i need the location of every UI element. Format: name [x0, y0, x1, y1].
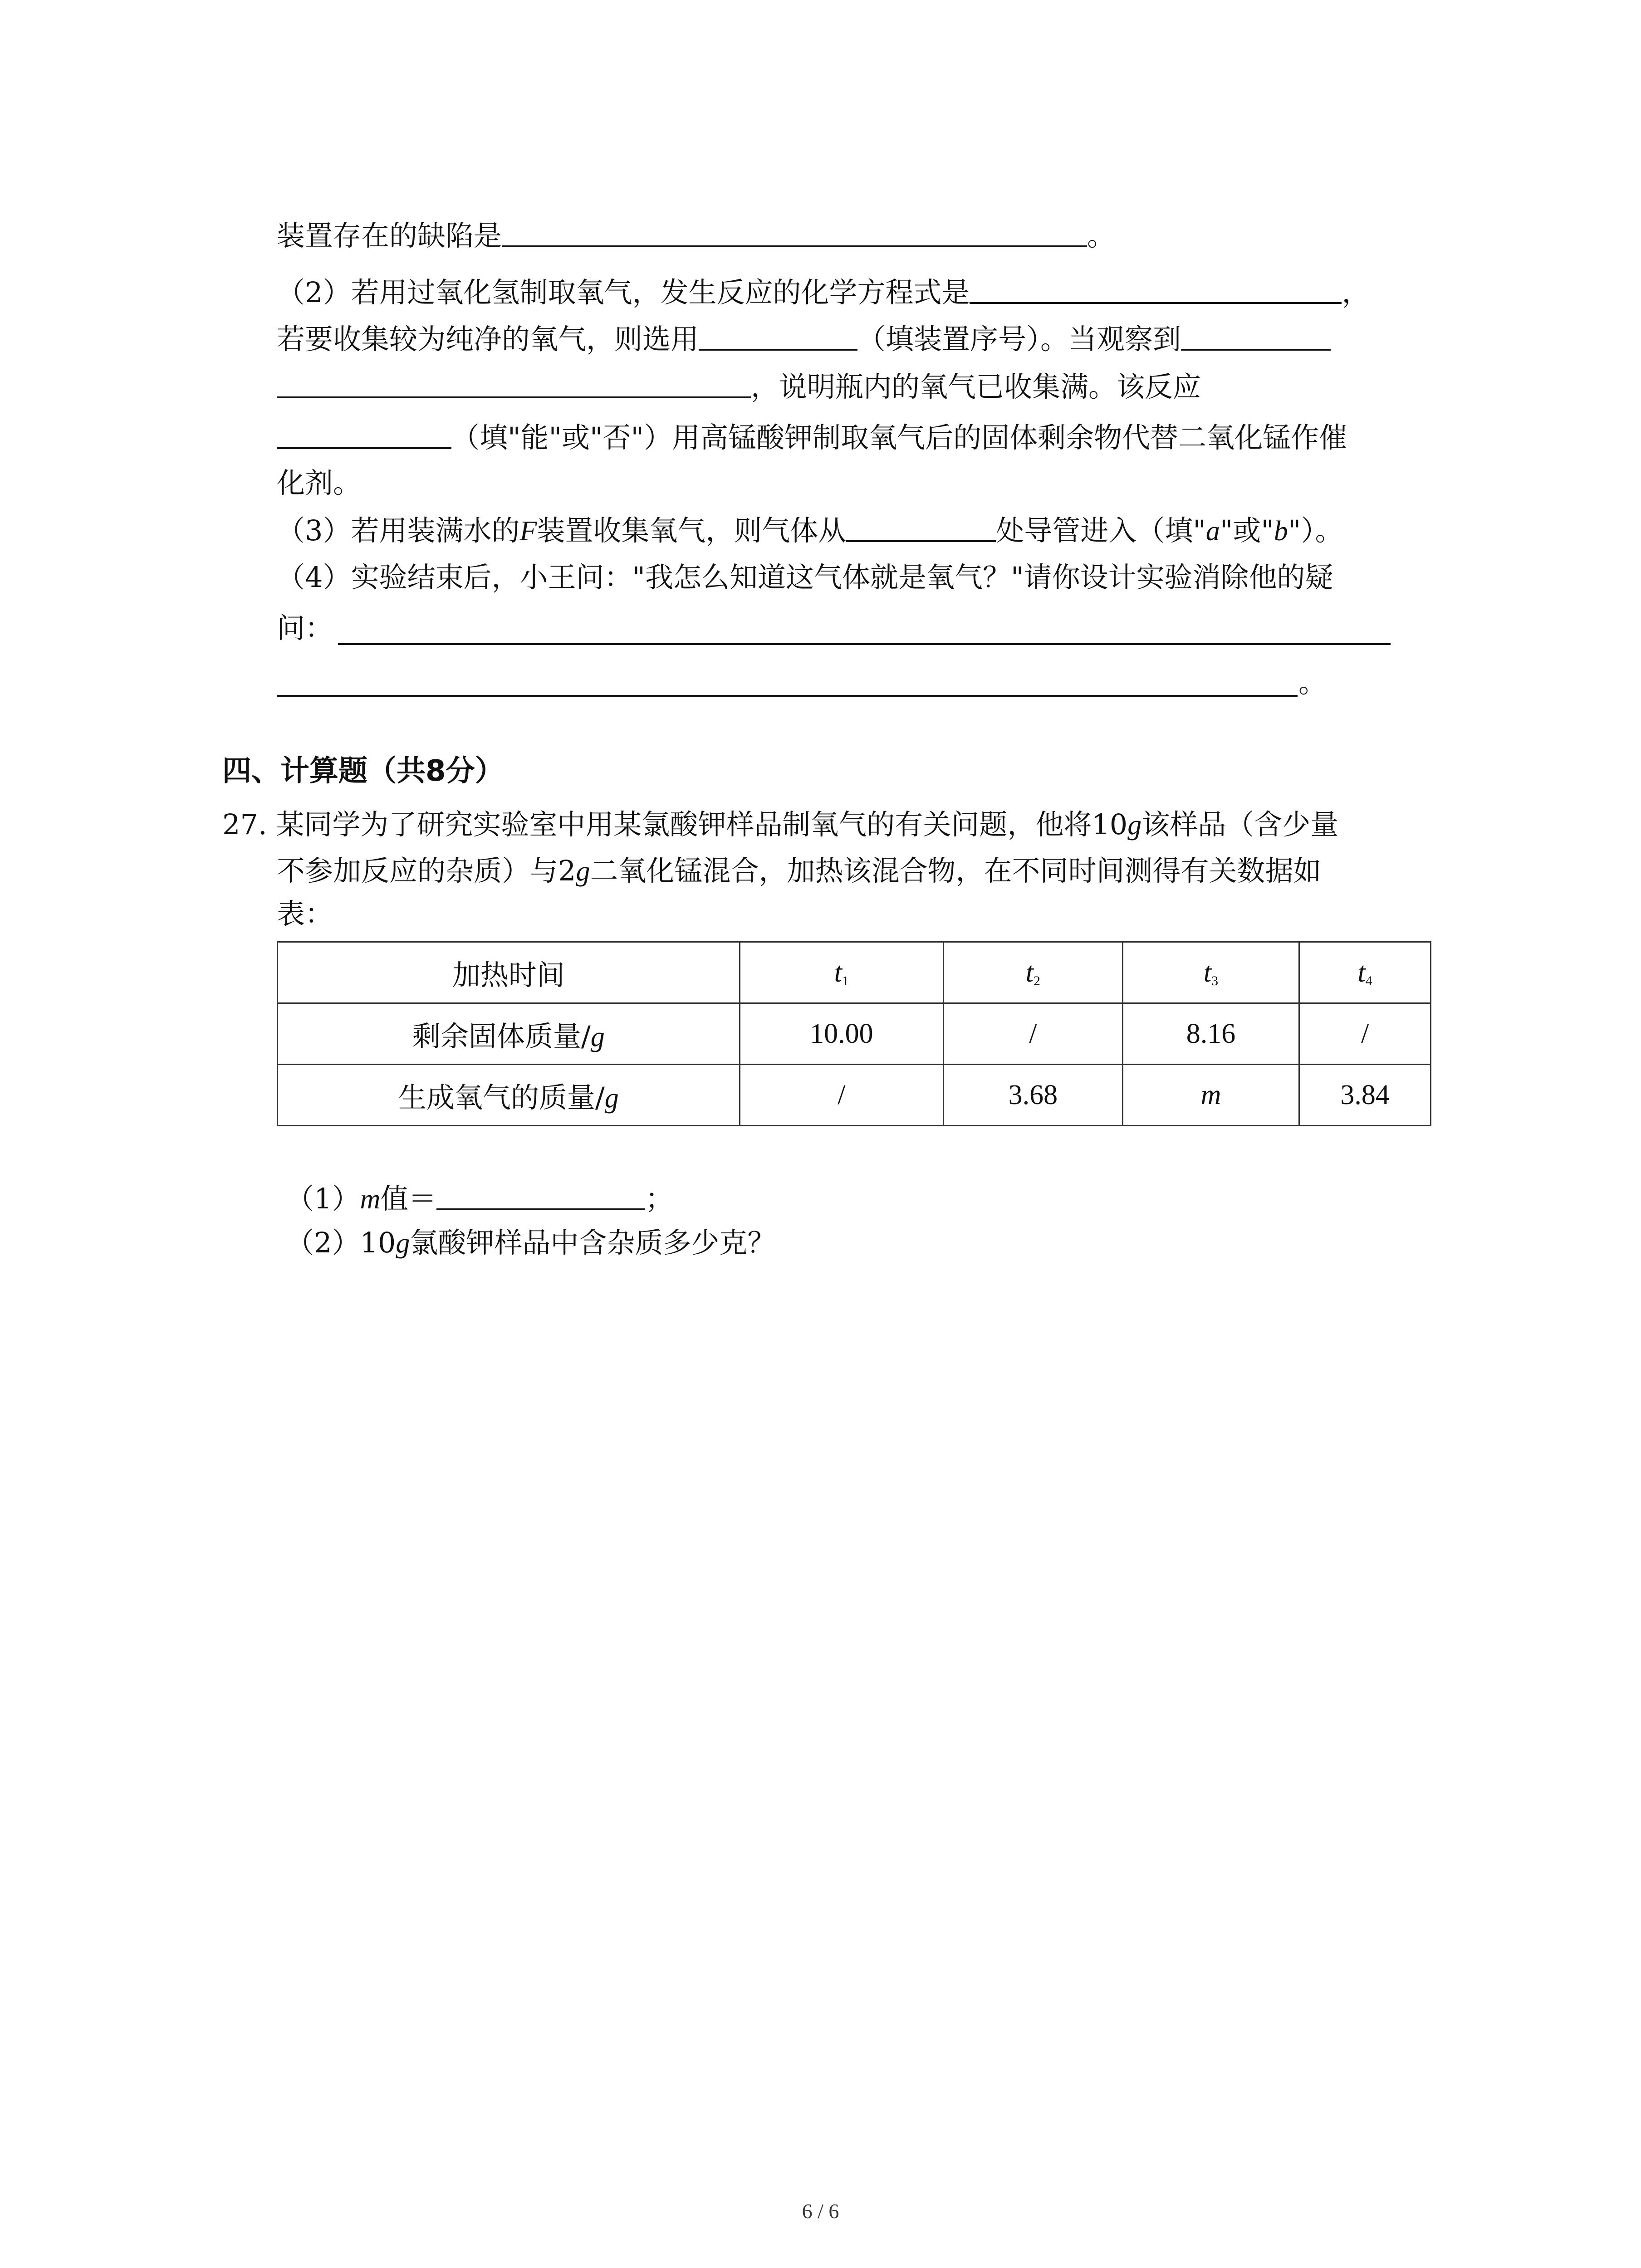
q26-full-text: ，说明瓶内的氧气已收集满。该反应	[751, 370, 1201, 403]
q26-line-4	[277, 369, 1201, 405]
part-label: （2）10	[286, 1226, 396, 1259]
can-or-not-answer-blank[interactable]	[277, 421, 451, 449]
device-F-label: F	[519, 516, 537, 547]
table-header-row	[278, 942, 1431, 1003]
q27-text-d: 二氧化锰混合，加热该混合物，在不同时间测得有关数据如	[590, 854, 1322, 887]
q26-part2-text: （2）若用过氧化氢制取氧气，发生反应的化学方程式是	[277, 276, 970, 309]
q26-part4-text: （4）实验结束后，小王问："我怎么知道这气体就是氧气？"请你设计实验消除他的疑	[277, 561, 1333, 594]
part-label: （1）	[286, 1182, 360, 1215]
observe-answer-blank-a[interactable]	[1181, 323, 1331, 351]
q26-question-label: 问：	[277, 611, 333, 645]
q26-collect-text: 若要收集较为纯净的氧气，则选用	[277, 323, 699, 356]
table-cell: /	[740, 1065, 944, 1126]
table-cell: 3.84	[1299, 1065, 1431, 1126]
unit-g: g	[396, 1228, 410, 1259]
inlet-answer-blank[interactable]	[846, 514, 996, 542]
time-col-4: $t_4$	[1299, 942, 1431, 1003]
q26-line-1	[277, 218, 1115, 254]
punct: ；	[645, 1182, 674, 1215]
time-col-1: $t_1$	[740, 942, 944, 1003]
table-cell: m	[1122, 1065, 1299, 1126]
q27-text-e: 表：	[277, 897, 333, 930]
q26-line-5	[277, 420, 1347, 456]
q27-text-b: 该样品（含少量	[1141, 808, 1339, 841]
q26-line-8	[277, 559, 1333, 596]
q27-line-3	[277, 896, 333, 932]
q26-part3-text-b: 装置收集氧气，则气体从	[537, 514, 847, 547]
q27-line-2	[277, 853, 1321, 890]
header-label: 加热时间	[278, 942, 740, 1003]
q26-line-3	[277, 321, 1331, 357]
section-title: 四、计算题（共8分）	[222, 754, 504, 788]
row-label: 剩余固体质量/g	[278, 1003, 740, 1065]
m-value-answer-blank[interactable]	[436, 1182, 645, 1210]
q27-text-c: 不参加反应的杂质）与2	[277, 854, 576, 887]
port-a-label: a	[1205, 516, 1220, 547]
time-col-2: $t_2$	[944, 942, 1123, 1003]
table-cell: 10.00	[740, 1003, 944, 1065]
q26-line-2	[277, 274, 1370, 311]
punct: 。	[1298, 666, 1327, 699]
q26-line-9	[277, 610, 333, 646]
table-row	[278, 1003, 1431, 1065]
q26-part3-text: （3）若用装满水的	[277, 514, 520, 547]
q26-line-6	[277, 465, 361, 501]
q27-part1-text: 值＝	[380, 1182, 437, 1215]
experiment-answer-blank-b[interactable]	[277, 695, 1298, 697]
table-row	[278, 1065, 1431, 1126]
unit-g: g	[1127, 810, 1142, 841]
q27-part2	[286, 1225, 775, 1261]
experiment-answer-blank-a[interactable]	[338, 643, 1391, 645]
observe-answer-blank-b[interactable]	[277, 370, 751, 398]
device-answer-blank[interactable]	[699, 323, 857, 351]
equation-answer-blank[interactable]	[970, 276, 1342, 304]
q27-part2-text: 氯酸钾样品中含杂质多少克？	[410, 1226, 776, 1259]
punct: ，	[1342, 276, 1370, 309]
q26-part3-text-c: 处导管进入（填"	[996, 514, 1206, 547]
defect-answer-blank[interactable]	[502, 219, 1087, 247]
q26-part3-text-d: "或"	[1220, 514, 1274, 547]
q27-text-a: 某同学为了研究实验室中用某氯酸钾样品制氧气的有关问题，他将10	[276, 808, 1128, 841]
unit-g: g	[576, 856, 590, 887]
q26-line-10	[1298, 665, 1327, 701]
table-cell: /	[944, 1003, 1123, 1065]
q27-line-1	[222, 807, 1338, 843]
q26-catalyst-end: 化剂。	[277, 466, 362, 499]
table-cell: 8.16	[1122, 1003, 1299, 1065]
table-cell: 3.68	[944, 1065, 1123, 1126]
data-table	[277, 941, 1431, 1126]
table-cell: /	[1299, 1003, 1431, 1065]
q26-catalyst-text: （填"能"或"否"）用高锰酸钾制取氧气后的固体剩余物代替二氧化锰作催	[451, 421, 1347, 454]
punct: 。	[1087, 219, 1116, 252]
q26-line-7	[277, 513, 1343, 549]
row-label: 生成氧气的质量/g	[278, 1065, 740, 1126]
time-col-3: $t_3$	[1122, 942, 1299, 1003]
q26-observe-text: （填装置序号）。当观察到	[857, 323, 1181, 356]
var-m: m	[360, 1184, 381, 1215]
q26-part3-text-e: "）。	[1288, 514, 1343, 547]
q27-part1	[286, 1181, 673, 1217]
page-number: 6 / 6	[802, 2200, 839, 2223]
question-number: 27.	[222, 808, 267, 841]
port-b-label: b	[1274, 516, 1288, 547]
q26-defect-label: 装置存在的缺陷是	[277, 219, 502, 252]
